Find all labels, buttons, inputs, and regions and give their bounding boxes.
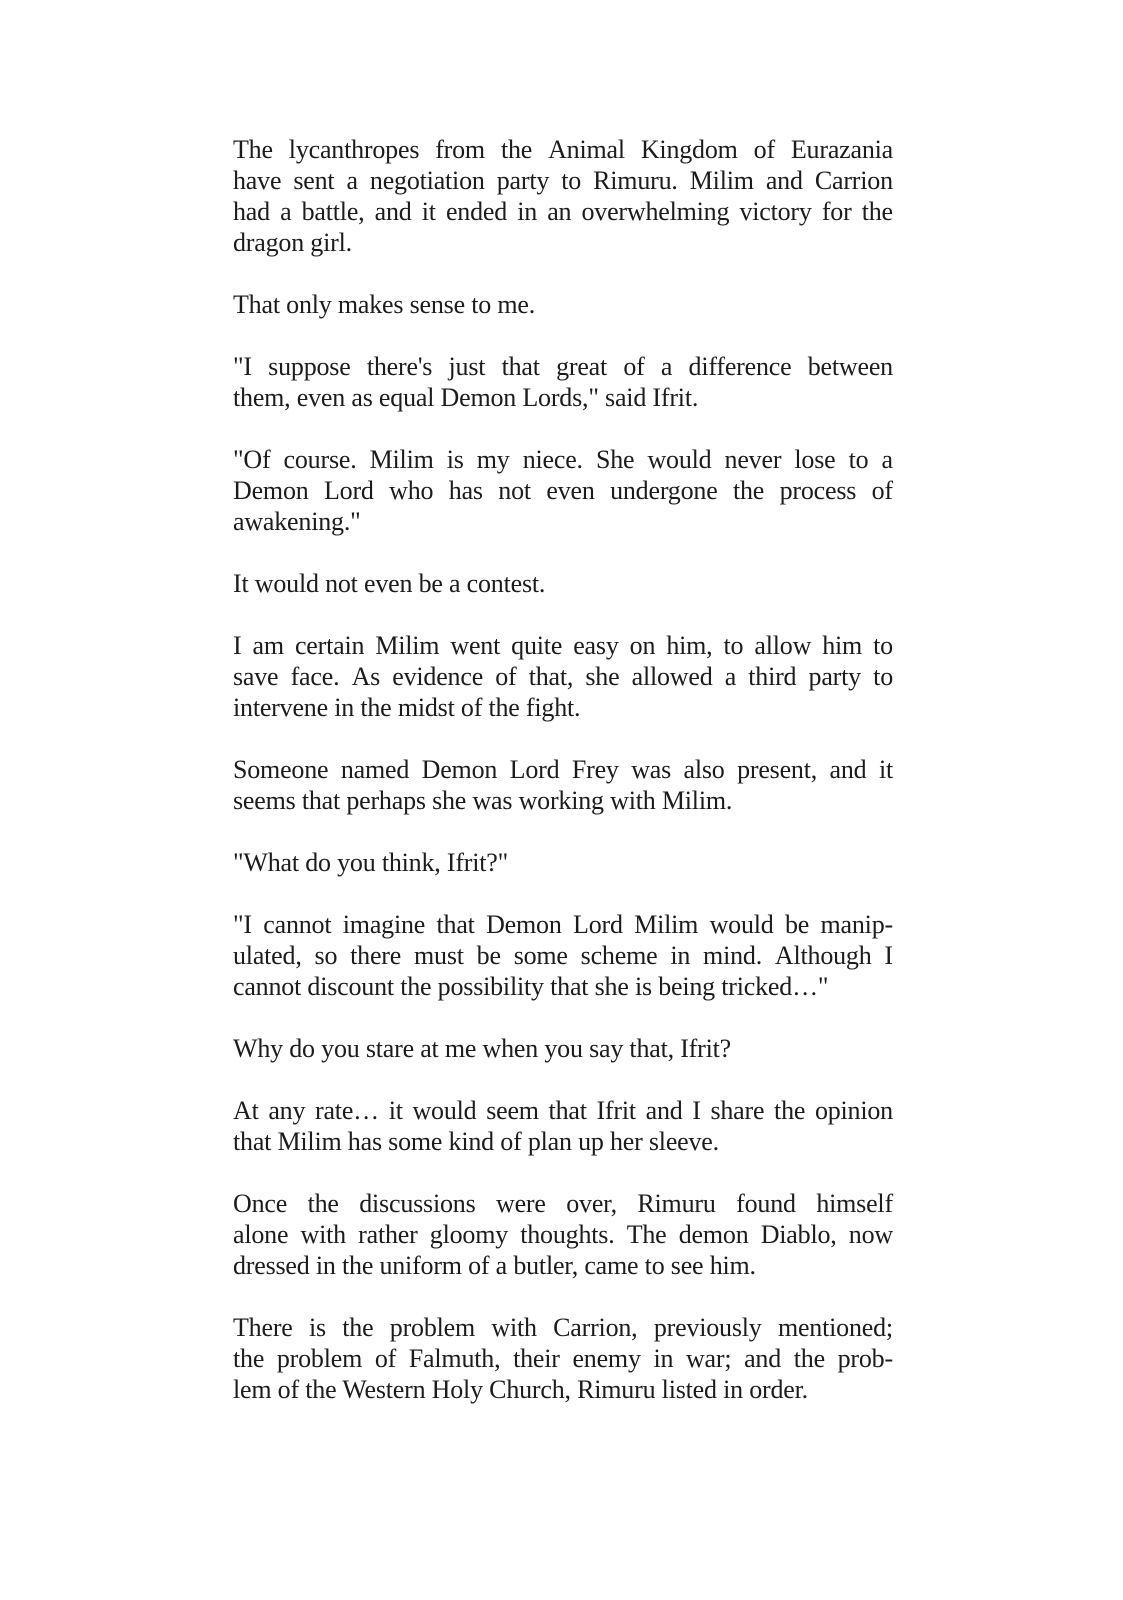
paragraph (233, 351, 893, 413)
text-line: them, even as equal Demon Lords," said Ifrit. (233, 383, 699, 412)
paragraph (233, 1312, 893, 1405)
text-line: dressed in the uniform of a butler, came to see him. (233, 1251, 756, 1280)
text-line: Once the discussions were over, Rimuru found himself (233, 1189, 893, 1218)
text-line: ulated, so there must be some scheme in mind. Although I (233, 941, 893, 970)
text-line: have sent a negotiation party to Rimuru. Milim and Carrion (233, 166, 893, 195)
text-line: "I cannot imagine that Demon Lord Milim would be manip- (233, 910, 893, 939)
text-line: alone with rather gloomy thoughts. The demon Diablo, now (233, 1220, 893, 1249)
paragraph (233, 1095, 893, 1157)
paragraph (233, 754, 893, 816)
text-line: dragon girl. (233, 228, 352, 257)
text-line: I am certain Milim went quite easy on him, to allow him to (233, 631, 893, 660)
paragraph (233, 1188, 893, 1281)
paragraph (233, 289, 893, 320)
text-line: cannot discount the possibility that she is being tricked…" (233, 972, 829, 1001)
paragraph (233, 1033, 893, 1064)
text-line: save face. As evidence of that, she allowed a third party to (233, 662, 893, 691)
text-line: awakening." (233, 507, 361, 536)
text-line: lem of the Western Holy Church, Rimuru listed in order. (233, 1375, 808, 1404)
paragraph (233, 909, 893, 1002)
text-line: Why do you stare at me when you say that, Ifrit? (233, 1034, 731, 1063)
text-line: That only makes sense to me. (233, 290, 535, 319)
text-line: "What do you think, Ifrit?" (233, 848, 509, 877)
text-line: had a battle, and it ended in an overwhelming victory for the (233, 197, 893, 226)
text-line: the problem of Falmuth, their enemy in war; and the prob- (233, 1344, 893, 1373)
text-line: The lycanthropes from the Animal Kingdom of Eurazania (233, 135, 893, 164)
text-line: There is the problem with Carrion, previously mentioned; (233, 1313, 893, 1342)
text-line: Demon Lord who has not even undergone the process of (233, 476, 893, 505)
paragraph (233, 444, 893, 537)
text-line: intervene in the midst of the fight. (233, 693, 581, 722)
text-line: It would not even be a contest. (233, 569, 546, 598)
paragraph (233, 630, 893, 723)
text-line: "I suppose there's just that great of a difference between (233, 352, 893, 381)
text-line: "Of course. Milim is my niece. She would never lose to a (233, 445, 893, 474)
text-line: seems that perhaps she was working with Milim. (233, 786, 733, 815)
text-line: Someone named Demon Lord Frey was also present, and it (233, 755, 893, 784)
paragraph (233, 568, 893, 599)
text-line: At any rate… it would seem that Ifrit and I share the opinion (233, 1096, 893, 1125)
paragraph (233, 134, 893, 258)
body-text (233, 134, 893, 1405)
text-line: that Milim has some kind of plan up her sleeve. (233, 1127, 719, 1156)
paragraph (233, 847, 893, 878)
